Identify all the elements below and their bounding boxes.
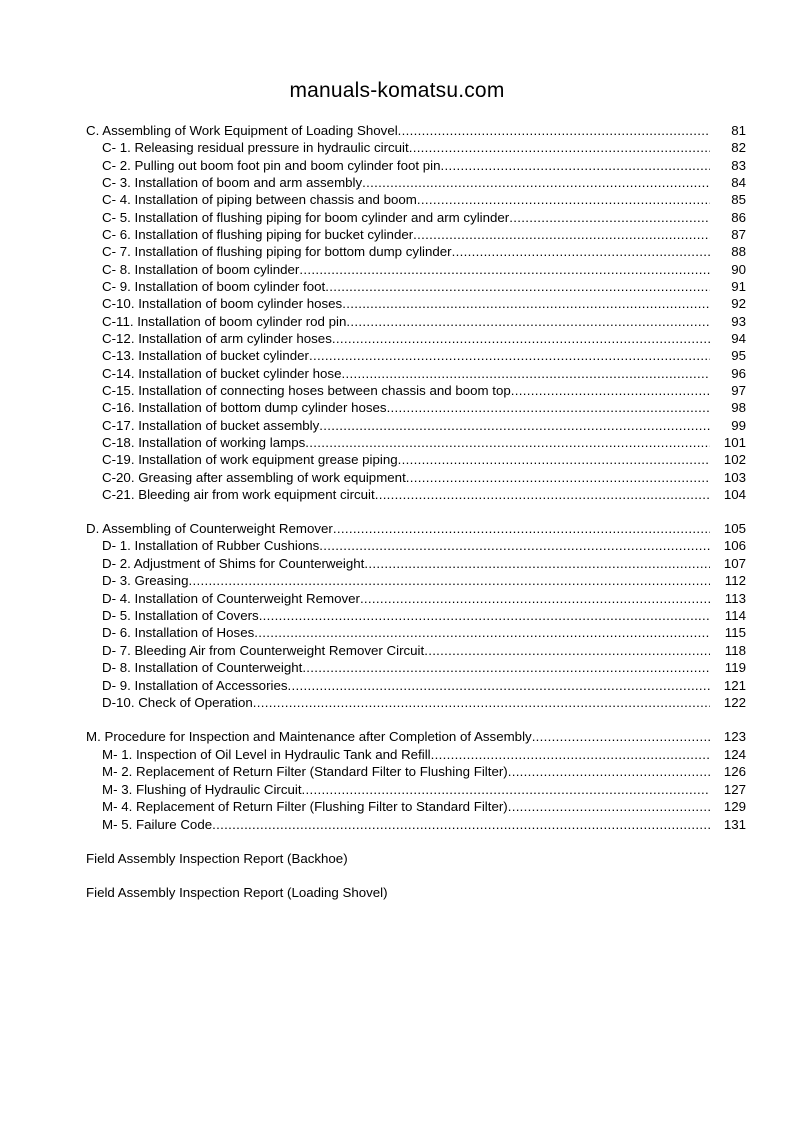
- dot-leader: [325, 278, 710, 295]
- toc-entry-title: C- 2. Pulling out boom foot pin and boom cylinder foot pin: [102, 157, 441, 173]
- toc-entry-title: C-20. Greasing after assembling of work equipment: [102, 469, 406, 485]
- toc-entry-title: C-11. Installation of boom cylinder rod pin: [102, 313, 347, 329]
- toc-entry[interactable]: [86, 191, 746, 208]
- toc-page-number: 113: [724, 590, 746, 606]
- toc-page-number: 85: [731, 192, 746, 208]
- toc-page-number: 115: [724, 625, 746, 641]
- toc-entry-title: M- 5. Failure Code: [102, 817, 213, 832]
- toc-entry-title: C- 6. Installation of flushing piping for bucket cylinder: [102, 226, 414, 242]
- toc-page-number: 97: [731, 382, 746, 398]
- toc-page-number: 124: [723, 746, 746, 762]
- toc-entry[interactable]: [86, 209, 746, 226]
- toc-page-number: 92: [731, 296, 746, 312]
- toc-page-number: 84: [731, 174, 746, 190]
- toc-page-number: 91: [731, 278, 746, 294]
- toc-report-entry[interactable]: [86, 850, 746, 867]
- toc-page-number: 86: [731, 209, 746, 225]
- dot-leader: [413, 226, 710, 243]
- toc-entry[interactable]: [86, 417, 746, 434]
- toc-page-number: 102: [723, 452, 746, 468]
- toc-page-number: 122: [723, 695, 746, 710]
- toc-entry-title: C-16. Installation of bottom dump cylinder hoses: [102, 400, 387, 416]
- toc-entry[interactable]: [86, 278, 746, 295]
- dot-leader: [333, 520, 710, 537]
- toc-entry[interactable]: [86, 451, 746, 468]
- toc-entry-title: C- 3. Installation of boom and arm assembly: [102, 174, 363, 190]
- toc-entry-title: D-10. Check of Operation: [102, 695, 253, 710]
- toc-entry[interactable]: [86, 139, 746, 156]
- dot-leader: [431, 746, 710, 763]
- toc-entry-title: C- 8. Installation of boom cylinder: [102, 261, 300, 277]
- toc-page-number: 99: [731, 417, 746, 433]
- toc-entry-title: C-18. Installation of working lamps: [102, 434, 306, 450]
- dot-leader: [341, 365, 710, 382]
- toc-entry[interactable]: [86, 677, 746, 694]
- toc-page-number: 90: [731, 261, 746, 277]
- toc-entry-title: C-17. Installation of bucket assembly: [102, 417, 320, 433]
- toc-entry-title: M. Procedure for Inspection and Maintenance after Completion of Assembly: [86, 729, 532, 744]
- toc-section-heading[interactable]: [86, 122, 746, 139]
- toc-entry[interactable]: [86, 486, 746, 503]
- toc-entry-title: C- 4. Installation of piping between chassis and boom: [102, 192, 417, 208]
- toc-page-number: 107: [723, 555, 746, 571]
- toc-entry[interactable]: [86, 399, 746, 416]
- toc-page-number: 118: [724, 642, 746, 658]
- toc-entry-title: M- 3. Flushing of Hydraulic Circuit: [102, 781, 302, 797]
- toc-page-number: 98: [731, 400, 746, 416]
- toc-entry-title: D- 2. Adjustment of Shims for Counterweight: [102, 555, 365, 571]
- toc-entry-title: C- 9. Installation of boom cylinder foot: [102, 278, 326, 294]
- toc-entry-title: D- 3. Greasing: [102, 573, 189, 589]
- toc-entry[interactable]: [86, 243, 746, 260]
- dot-leader: [508, 798, 710, 815]
- dot-leader: [188, 572, 710, 589]
- dot-leader: [305, 434, 710, 451]
- toc-page-number: 93: [731, 313, 746, 329]
- toc-entry[interactable]: [86, 590, 746, 607]
- dot-leader: [511, 382, 710, 399]
- dot-leader: [360, 590, 710, 607]
- toc-entry-title: M- 4. Replacement of Return Filter (Flushing Filter to Standard Filter): [102, 799, 508, 815]
- dot-leader: [259, 607, 710, 624]
- site-watermark-title: manuals-komatsu.com: [289, 79, 505, 102]
- toc-entry[interactable]: [86, 365, 746, 382]
- toc-entry-title: C-19. Installation of work equipment grease piping: [102, 452, 398, 468]
- toc-entry[interactable]: [86, 763, 746, 780]
- dot-leader: [417, 191, 710, 208]
- toc-page-number: 119: [724, 660, 746, 676]
- dot-leader: [387, 399, 710, 416]
- toc-entry[interactable]: [86, 816, 746, 833]
- dot-leader: [398, 451, 710, 468]
- toc-page-number: 123: [723, 729, 746, 744]
- toc-entry-title: C- 1. Releasing residual pressure in hydraulic circuit: [102, 140, 409, 156]
- toc-entry[interactable]: [86, 537, 746, 554]
- toc-page-number: 95: [731, 348, 746, 364]
- toc-page-number: 105: [723, 521, 746, 536]
- dot-leader: [424, 642, 710, 659]
- toc-section-heading[interactable]: [86, 728, 746, 745]
- dot-leader: [288, 677, 710, 694]
- dot-leader: [319, 417, 710, 434]
- toc-page-number: 112: [724, 573, 746, 589]
- toc-page-number: 126: [723, 764, 746, 780]
- toc-entry[interactable]: [86, 382, 746, 399]
- dot-leader: [452, 243, 710, 260]
- dot-leader: [319, 537, 710, 554]
- toc-page-number: 103: [723, 469, 746, 485]
- toc-entry-title: D- 6. Installation of Hoses: [102, 625, 255, 641]
- dot-leader: [409, 139, 710, 156]
- toc-entry[interactable]: [86, 555, 746, 572]
- toc-page-number: 87: [731, 226, 746, 242]
- dot-leader: [309, 347, 710, 364]
- toc-entry[interactable]: [86, 226, 746, 243]
- toc-entry-title: Field Assembly Inspection Report (Loading Shovel): [86, 885, 388, 900]
- toc-entry[interactable]: [86, 746, 746, 763]
- toc-entry-title: M- 2. Replacement of Return Filter (Standard Filter to Flushing Filter): [102, 764, 508, 780]
- dot-leader: [302, 781, 710, 798]
- toc-entry-title: D- 1. Installation of Rubber Cushions: [102, 538, 320, 554]
- dot-leader: [375, 486, 710, 503]
- toc-entry[interactable]: [86, 781, 746, 798]
- toc-entry[interactable]: [86, 434, 746, 451]
- toc-page-number: 101: [723, 434, 746, 450]
- toc-entry-title: D. Assembling of Counterweight Remover: [86, 521, 333, 536]
- toc-page-number: 127: [723, 781, 746, 797]
- toc-page-number: 131: [723, 817, 746, 832]
- toc-entry-title: C. Assembling of Work Equipment of Loading Shovel: [86, 123, 398, 138]
- toc-page-number: 121: [723, 677, 746, 693]
- toc-entry[interactable]: [86, 694, 746, 711]
- dot-leader: [509, 209, 710, 226]
- dot-leader: [332, 330, 710, 347]
- dot-leader: [406, 469, 710, 486]
- toc-page-number: 114: [724, 608, 746, 623]
- toc-entry[interactable]: [86, 572, 746, 589]
- toc-entry-title: Field Assembly Inspection Report (Backhoe): [86, 851, 348, 866]
- dot-leader: [532, 728, 710, 745]
- toc-entry-title: C-15. Installation of connecting hoses between chassis and boom top: [102, 382, 511, 398]
- toc-entry[interactable]: [86, 295, 746, 312]
- toc-entry-title: D- 7. Bleeding Air from Counterweight Remover Circuit: [102, 642, 425, 658]
- toc-entry-title: D- 8. Installation of Counterweight: [102, 660, 303, 676]
- toc-entry[interactable]: [86, 157, 746, 174]
- toc-report-entry[interactable]: [86, 884, 746, 901]
- toc-page-number: 82: [731, 140, 746, 156]
- toc-entry-title: D- 4. Installation of Counterweight Remover: [102, 590, 360, 606]
- toc-entry[interactable]: [86, 469, 746, 486]
- toc-entry-title: C-10. Installation of boom cylinder hoses: [102, 296, 343, 312]
- dot-leader: [398, 122, 710, 139]
- toc-entry[interactable]: [86, 607, 746, 624]
- toc-page-number: 88: [731, 244, 746, 260]
- toc-entry-title: C-12. Installation of arm cylinder hoses: [102, 330, 332, 346]
- toc-entry-title: D- 5. Installation of Covers: [102, 608, 259, 623]
- toc-page-number: 83: [731, 157, 746, 173]
- toc-entry-title: C-13. Installation of bucket cylinder: [102, 348, 309, 364]
- toc-page-number: 104: [723, 486, 746, 502]
- toc-entry[interactable]: [86, 624, 746, 641]
- dot-leader: [346, 313, 710, 330]
- dot-leader: [302, 659, 710, 676]
- toc-entry[interactable]: [86, 659, 746, 676]
- toc-entry-title: D- 9. Installation of Accessories: [102, 677, 288, 693]
- toc-entry[interactable]: [86, 798, 746, 815]
- toc-entry[interactable]: [86, 642, 746, 659]
- toc-page-number: 81: [731, 123, 746, 138]
- dot-leader: [254, 624, 710, 641]
- toc-entry[interactable]: [86, 347, 746, 364]
- dot-leader: [364, 555, 710, 572]
- toc-entry-title: M- 1. Inspection of Oil Level in Hydraulic Tank and Refill: [102, 746, 431, 762]
- dot-leader: [362, 174, 710, 191]
- toc-entry-title: C-14. Installation of bucket cylinder hose: [102, 365, 342, 381]
- toc-entry-title: C- 5. Installation of flushing piping for boom cylinder and arm cylinder: [102, 209, 510, 225]
- dot-leader: [253, 694, 710, 711]
- toc-section-heading[interactable]: [86, 520, 746, 537]
- dot-leader: [212, 816, 710, 833]
- toc-page-number: 96: [731, 365, 746, 381]
- toc-page-number: 129: [723, 799, 746, 815]
- toc-page-number: 94: [731, 330, 746, 346]
- toc-entry[interactable]: [86, 313, 746, 330]
- toc-entry-title: C- 7. Installation of flushing piping for bottom dump cylinder: [102, 244, 452, 260]
- toc-entry[interactable]: [86, 330, 746, 347]
- toc-entry[interactable]: [86, 174, 746, 191]
- dot-leader: [508, 763, 710, 780]
- dot-leader: [441, 157, 710, 174]
- toc-entry[interactable]: [86, 261, 746, 278]
- toc-page-number: 106: [723, 538, 746, 554]
- dot-leader: [342, 295, 710, 312]
- toc-entry-title: C-21. Bleeding air from work equipment circuit: [102, 486, 375, 502]
- dot-leader: [299, 261, 710, 278]
